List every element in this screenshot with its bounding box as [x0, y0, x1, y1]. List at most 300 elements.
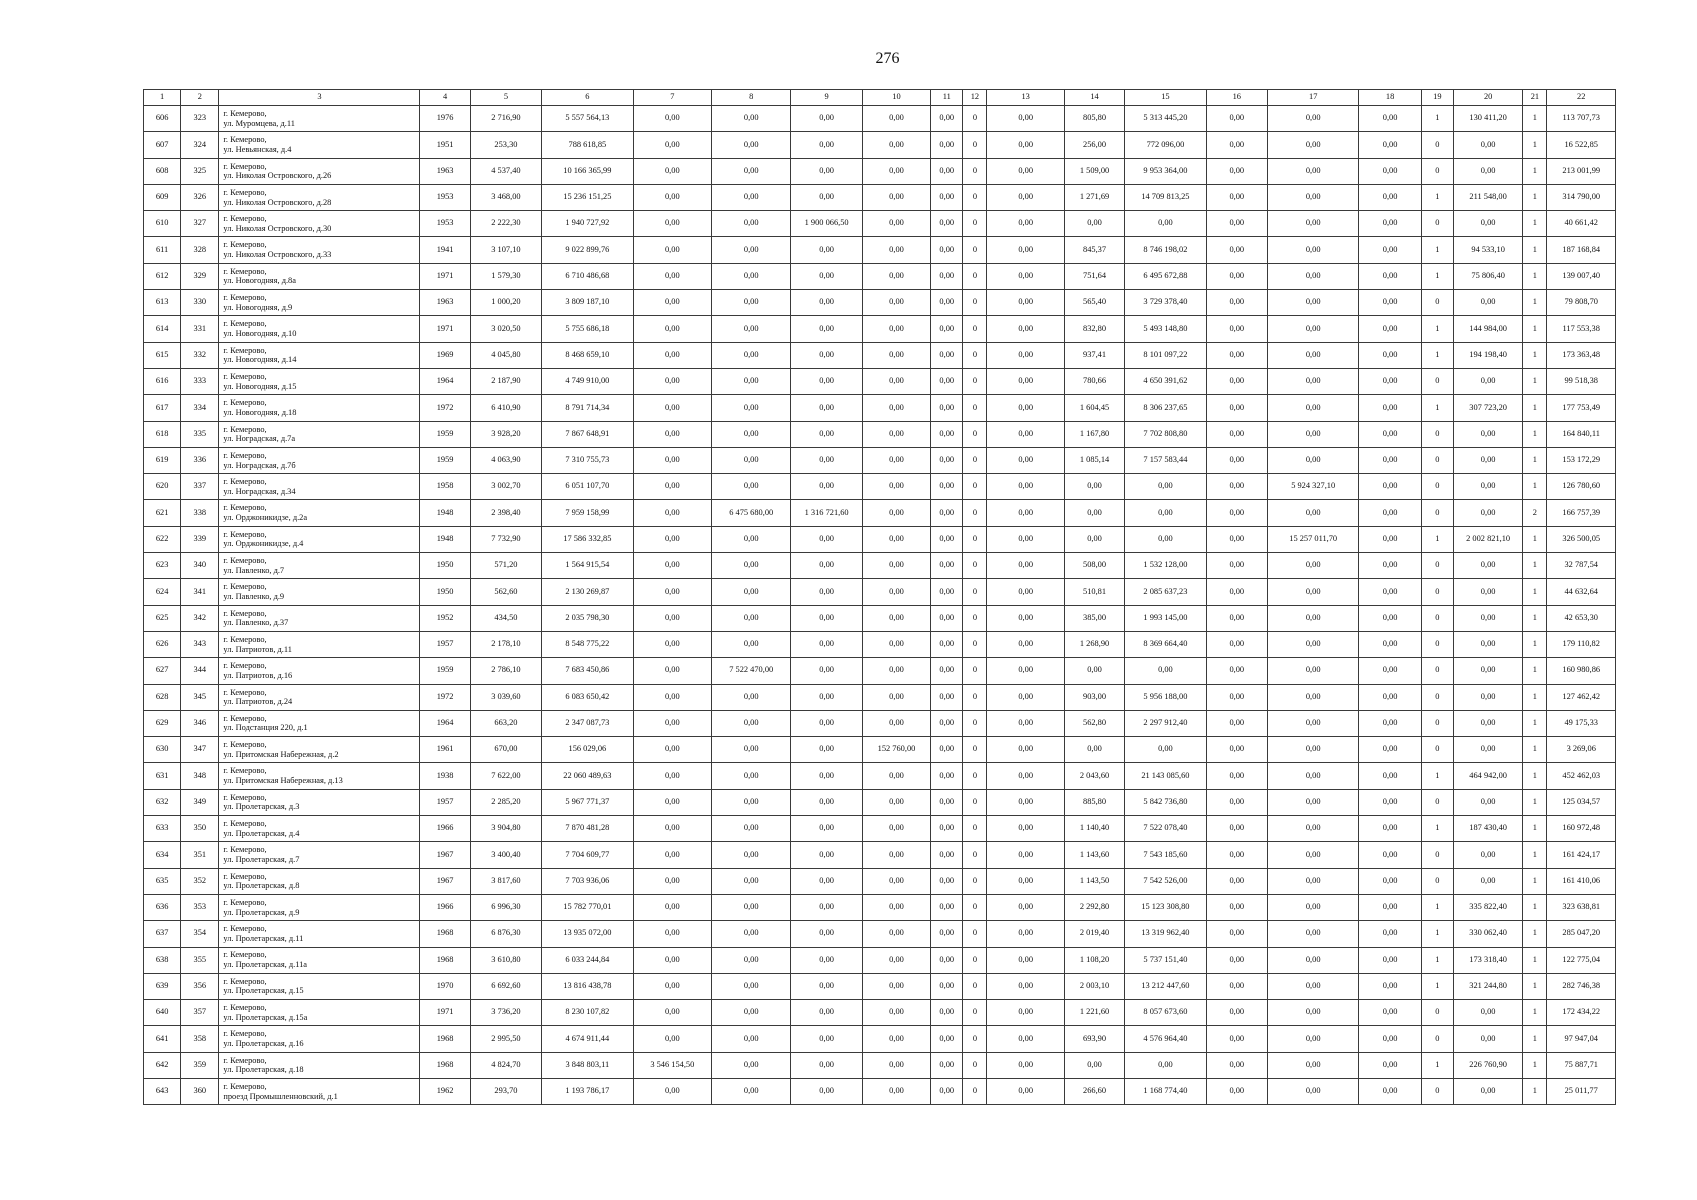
- cell-col-15: 6 495 672,88: [1125, 263, 1206, 289]
- cell-col-22: 40 661,42: [1547, 211, 1616, 237]
- cell-col-9: 0,00: [791, 658, 862, 684]
- cell-col-21: 1: [1523, 605, 1547, 631]
- cell-col-20: 330 062,40: [1453, 921, 1522, 947]
- cell-col-20: 0,00: [1453, 474, 1522, 500]
- cell-col-12: 0: [963, 316, 987, 342]
- cell-col-21: 1: [1523, 526, 1547, 552]
- cell-col-2: 344: [181, 658, 219, 684]
- cell-col-9: 0,00: [791, 842, 862, 868]
- cell-col-20: 0,00: [1453, 290, 1522, 316]
- cell-col-7: 0,00: [633, 842, 711, 868]
- cell-col-1: 639: [144, 973, 181, 999]
- cell-col-13: 0,00: [987, 500, 1064, 526]
- cell-col-11: 0,00: [931, 553, 963, 579]
- cell-col-11: 0,00: [931, 921, 963, 947]
- cell-col-5: 434,50: [470, 605, 541, 631]
- cell-col-21: 1: [1523, 106, 1547, 132]
- cell-col-22: 452 462,03: [1547, 763, 1616, 789]
- cell-col-1: 610: [144, 211, 181, 237]
- cell-col-15: 772 096,00: [1125, 132, 1206, 158]
- cell-col-10: 0,00: [862, 1052, 930, 1078]
- cell-col-1: 622: [144, 526, 181, 552]
- cell-col-13: 0,00: [987, 1000, 1064, 1026]
- cell-col-13: 0,00: [987, 921, 1064, 947]
- cell-col-11: 0,00: [931, 1052, 963, 1078]
- cell-col-10: 0,00: [862, 263, 930, 289]
- cell-col-6: 8 468 659,10: [542, 342, 633, 368]
- cell-col-17: 0,00: [1267, 658, 1358, 684]
- address-city: г. Кемерово,: [223, 556, 267, 566]
- column-header-9: 9: [791, 90, 862, 106]
- cell-col-13: 0,00: [987, 658, 1064, 684]
- cell-col-6: 5 967 771,37: [542, 789, 633, 815]
- cell-col-9: 0,00: [791, 526, 862, 552]
- cell-col-22: 75 887,71: [1547, 1052, 1616, 1078]
- cell-col-6: 13 935 072,00: [542, 921, 633, 947]
- address-street: ул. Патриотов, д.11: [223, 644, 292, 654]
- cell-col-14: 0,00: [1064, 474, 1124, 500]
- address-city: г. Кемерово,: [223, 608, 267, 618]
- address-cell: [219, 184, 420, 210]
- cell-col-1: 637: [144, 921, 181, 947]
- cell-col-17: 0,00: [1267, 158, 1358, 184]
- cell-col-21: 1: [1523, 290, 1547, 316]
- cell-col-12: 0: [963, 1000, 987, 1026]
- address-street: ул. Павленко, д.9: [223, 591, 285, 601]
- cell-col-6: 22 060 489,63: [542, 763, 633, 789]
- cell-col-2: 338: [181, 500, 219, 526]
- cell-col-13: 0,00: [987, 368, 1064, 394]
- cell-col-15: 8 057 673,60: [1125, 1000, 1206, 1026]
- table-row: [144, 921, 1616, 947]
- cell-col-15: 5 842 736,80: [1125, 789, 1206, 815]
- address-street: ул. Новогодняя, д.18: [223, 407, 297, 417]
- cell-col-14: 1 221,60: [1064, 1000, 1124, 1026]
- cell-col-2: 355: [181, 947, 219, 973]
- address-cell: [219, 579, 420, 605]
- address-city: г. Кемерово,: [223, 1055, 267, 1065]
- address-cell: [219, 737, 420, 763]
- cell-col-21: 1: [1523, 710, 1547, 736]
- column-header-11: 11: [931, 90, 963, 106]
- cell-col-17: 0,00: [1267, 421, 1358, 447]
- cell-col-16: 0,00: [1206, 658, 1267, 684]
- cell-col-2: 324: [181, 132, 219, 158]
- cell-col-8: 0,00: [712, 921, 791, 947]
- cell-col-5: 2 178,10: [470, 631, 541, 657]
- cell-col-12: 0: [963, 211, 987, 237]
- cell-col-5: 3 736,20: [470, 1000, 541, 1026]
- cell-col-17: 0,00: [1267, 605, 1358, 631]
- cell-col-17: 0,00: [1267, 842, 1358, 868]
- cell-col-14: 1 271,69: [1064, 184, 1124, 210]
- address-cell: [219, 1078, 420, 1104]
- cell-col-5: 2 786,10: [470, 658, 541, 684]
- table-row: [144, 474, 1616, 500]
- cell-col-5: 3 400,40: [470, 842, 541, 868]
- cell-col-18: 0,00: [1359, 1026, 1421, 1052]
- cell-col-12: 0: [963, 605, 987, 631]
- cell-col-15: 0,00: [1125, 474, 1206, 500]
- address-city: г. Кемерово,: [223, 108, 267, 118]
- cell-col-5: 663,20: [470, 710, 541, 736]
- cell-col-8: 0,00: [712, 553, 791, 579]
- cell-col-19: 0: [1421, 605, 1453, 631]
- cell-col-16: 0,00: [1206, 237, 1267, 263]
- table-row: [144, 816, 1616, 842]
- cell-col-11: 0,00: [931, 526, 963, 552]
- cell-col-12: 0: [963, 290, 987, 316]
- cell-col-9: 0,00: [791, 368, 862, 394]
- cell-col-12: 0: [963, 1026, 987, 1052]
- cell-col-2: 347: [181, 737, 219, 763]
- cell-col-18: 0,00: [1359, 710, 1421, 736]
- cell-col-18: 0,00: [1359, 395, 1421, 421]
- cell-col-20: 0,00: [1453, 737, 1522, 763]
- cell-col-19: 0: [1421, 1078, 1453, 1104]
- cell-col-16: 0,00: [1206, 921, 1267, 947]
- cell-col-12: 0: [963, 710, 987, 736]
- cell-col-22: 285 047,20: [1547, 921, 1616, 947]
- address-street: ул. Орджоникидзе, д.2а: [223, 513, 308, 523]
- cell-col-16: 0,00: [1206, 500, 1267, 526]
- cell-col-9: 0,00: [791, 605, 862, 631]
- cell-col-12: 0: [963, 789, 987, 815]
- cell-col-2: 351: [181, 842, 219, 868]
- cell-col-8: 0,00: [712, 263, 791, 289]
- cell-col-21: 1: [1523, 684, 1547, 710]
- address-city: г. Кемерово,: [223, 792, 267, 802]
- table-row: [144, 421, 1616, 447]
- table-row: [144, 184, 1616, 210]
- cell-col-8: 0,00: [712, 816, 791, 842]
- cell-col-19: 0: [1421, 553, 1453, 579]
- cell-col-21: 1: [1523, 447, 1547, 473]
- cell-col-19: 0: [1421, 684, 1453, 710]
- cell-col-20: 0,00: [1453, 368, 1522, 394]
- cell-col-17: 0,00: [1267, 447, 1358, 473]
- address-cell: [219, 921, 420, 947]
- cell-col-15: 0,00: [1125, 737, 1206, 763]
- address-cell: [219, 290, 420, 316]
- cell-col-13: 0,00: [987, 395, 1064, 421]
- address-cell: [219, 1026, 420, 1052]
- cell-col-4: 1961: [420, 737, 470, 763]
- cell-col-20: 464 942,00: [1453, 763, 1522, 789]
- cell-col-9: 0,00: [791, 789, 862, 815]
- cell-col-7: 0,00: [633, 684, 711, 710]
- cell-col-9: 0,00: [791, 763, 862, 789]
- cell-col-1: 631: [144, 763, 181, 789]
- address-city: г. Кемерово,: [223, 634, 267, 644]
- cell-col-10: 0,00: [862, 816, 930, 842]
- cell-col-6: 7 683 450,86: [542, 658, 633, 684]
- column-header-15: 15: [1125, 90, 1206, 106]
- cell-col-12: 0: [963, 132, 987, 158]
- cell-col-22: 3 269,06: [1547, 737, 1616, 763]
- cell-col-12: 0: [963, 526, 987, 552]
- address-street: ул. Пролетарская, д.7: [223, 854, 300, 864]
- cell-col-11: 0,00: [931, 316, 963, 342]
- cell-col-4: 1968: [420, 1026, 470, 1052]
- cell-col-8: 0,00: [712, 421, 791, 447]
- address-cell: [219, 1052, 420, 1078]
- address-city: г. Кемерово,: [223, 293, 267, 303]
- cell-col-22: 127 462,42: [1547, 684, 1616, 710]
- cell-col-20: 75 806,40: [1453, 263, 1522, 289]
- cell-col-14: 937,41: [1064, 342, 1124, 368]
- address-cell: [219, 263, 420, 289]
- cell-col-10: 152 760,00: [862, 737, 930, 763]
- cell-col-4: 1966: [420, 894, 470, 920]
- cell-col-18: 0,00: [1359, 184, 1421, 210]
- cell-col-15: 5 493 148,80: [1125, 316, 1206, 342]
- cell-col-8: 0,00: [712, 947, 791, 973]
- cell-col-1: 619: [144, 447, 181, 473]
- cell-col-22: 172 434,22: [1547, 1000, 1616, 1026]
- cell-col-15: 5 313 445,20: [1125, 106, 1206, 132]
- cell-col-10: 0,00: [862, 395, 930, 421]
- cell-col-14: 751,64: [1064, 263, 1124, 289]
- cell-col-12: 0: [963, 553, 987, 579]
- cell-col-9: 0,00: [791, 342, 862, 368]
- column-header-12: 12: [963, 90, 987, 106]
- register-table: [143, 89, 1616, 1105]
- cell-col-22: 164 840,11: [1547, 421, 1616, 447]
- cell-col-18: 0,00: [1359, 211, 1421, 237]
- cell-col-4: 1964: [420, 710, 470, 736]
- cell-col-15: 7 522 078,40: [1125, 816, 1206, 842]
- cell-col-20: 321 244,80: [1453, 973, 1522, 999]
- cell-col-11: 0,00: [931, 290, 963, 316]
- cell-col-19: 0: [1421, 158, 1453, 184]
- address-cell: [219, 710, 420, 736]
- cell-col-5: 253,30: [470, 132, 541, 158]
- cell-col-14: 2 043,60: [1064, 763, 1124, 789]
- cell-col-13: 0,00: [987, 842, 1064, 868]
- address-city: г. Кемерово,: [223, 214, 267, 224]
- cell-col-10: 0,00: [862, 658, 930, 684]
- table-header: [144, 90, 1616, 106]
- cell-col-20: 144 984,00: [1453, 316, 1522, 342]
- address-street: ул. Пролетарская, д.3: [223, 802, 300, 812]
- cell-col-20: 0,00: [1453, 789, 1522, 815]
- cell-col-14: 1 140,40: [1064, 816, 1124, 842]
- address-street: ул. Пролетарская, д.4: [223, 828, 300, 838]
- cell-col-10: 0,00: [862, 579, 930, 605]
- address-city: г. Кемерово,: [223, 897, 267, 907]
- cell-col-20: 0,00: [1453, 579, 1522, 605]
- cell-col-1: 632: [144, 789, 181, 815]
- cell-col-15: 0,00: [1125, 1052, 1206, 1078]
- cell-col-4: 1963: [420, 290, 470, 316]
- cell-col-18: 0,00: [1359, 132, 1421, 158]
- cell-col-14: 0,00: [1064, 1052, 1124, 1078]
- cell-col-17: 0,00: [1267, 579, 1358, 605]
- cell-col-8: 0,00: [712, 579, 791, 605]
- cell-col-7: 0,00: [633, 631, 711, 657]
- cell-col-14: 0,00: [1064, 658, 1124, 684]
- cell-col-1: 634: [144, 842, 181, 868]
- cell-col-7: 0,00: [633, 579, 711, 605]
- cell-col-2: 350: [181, 816, 219, 842]
- cell-col-10: 0,00: [862, 763, 930, 789]
- cell-col-10: 0,00: [862, 894, 930, 920]
- cell-col-14: 1 143,60: [1064, 842, 1124, 868]
- cell-col-5: 7 622,00: [470, 763, 541, 789]
- cell-col-7: 0,00: [633, 868, 711, 894]
- cell-col-1: 609: [144, 184, 181, 210]
- cell-col-16: 0,00: [1206, 789, 1267, 815]
- cell-col-21: 1: [1523, 395, 1547, 421]
- cell-col-20: 0,00: [1453, 132, 1522, 158]
- cell-col-15: 1 993 145,00: [1125, 605, 1206, 631]
- cell-col-17: 0,00: [1267, 368, 1358, 394]
- cell-col-4: 1952: [420, 605, 470, 631]
- cell-col-21: 1: [1523, 368, 1547, 394]
- cell-col-6: 7 703 936,06: [542, 868, 633, 894]
- table-row: [144, 1026, 1616, 1052]
- cell-col-17: 0,00: [1267, 342, 1358, 368]
- cell-col-11: 0,00: [931, 237, 963, 263]
- cell-col-22: 179 110,82: [1547, 631, 1616, 657]
- cell-col-22: 166 757,39: [1547, 500, 1616, 526]
- cell-col-8: 0,00: [712, 447, 791, 473]
- cell-col-7: 0,00: [633, 184, 711, 210]
- cell-col-4: 1976: [420, 106, 470, 132]
- cell-col-4: 1963: [420, 158, 470, 184]
- cell-col-4: 1958: [420, 474, 470, 500]
- cell-col-11: 0,00: [931, 447, 963, 473]
- cell-col-13: 0,00: [987, 263, 1064, 289]
- cell-col-21: 1: [1523, 237, 1547, 263]
- cell-col-22: 160 972,48: [1547, 816, 1616, 842]
- cell-col-11: 0,00: [931, 842, 963, 868]
- cell-col-11: 0,00: [931, 579, 963, 605]
- cell-col-10: 0,00: [862, 684, 930, 710]
- cell-col-2: 342: [181, 605, 219, 631]
- cell-col-22: 25 011,77: [1547, 1078, 1616, 1104]
- address-cell: [219, 631, 420, 657]
- address-cell: [219, 842, 420, 868]
- cell-col-4: 1967: [420, 842, 470, 868]
- cell-col-7: 0,00: [633, 894, 711, 920]
- cell-col-19: 1: [1421, 1052, 1453, 1078]
- cell-col-18: 0,00: [1359, 947, 1421, 973]
- cell-col-13: 0,00: [987, 947, 1064, 973]
- address-street: ул. Пролетарская, д.15: [223, 986, 304, 996]
- cell-col-11: 0,00: [931, 816, 963, 842]
- address-city: г. Кемерово,: [223, 976, 267, 986]
- cell-col-2: 332: [181, 342, 219, 368]
- column-header-1: 1: [144, 90, 181, 106]
- cell-col-17: 0,00: [1267, 763, 1358, 789]
- cell-col-11: 0,00: [931, 737, 963, 763]
- table-row: [144, 684, 1616, 710]
- address-city: г. Кемерово,: [223, 924, 267, 934]
- cell-col-11: 0,00: [931, 342, 963, 368]
- cell-col-13: 0,00: [987, 342, 1064, 368]
- cell-col-1: 611: [144, 237, 181, 263]
- cell-col-10: 0,00: [862, 158, 930, 184]
- cell-col-13: 0,00: [987, 1026, 1064, 1052]
- cell-col-6: 4 749 910,00: [542, 368, 633, 394]
- cell-col-8: 0,00: [712, 763, 791, 789]
- cell-col-19: 1: [1421, 237, 1453, 263]
- cell-col-20: 0,00: [1453, 658, 1522, 684]
- cell-col-8: 0,00: [712, 132, 791, 158]
- address-cell: [219, 500, 420, 526]
- cell-col-17: 0,00: [1267, 921, 1358, 947]
- cell-col-6: 6 083 650,42: [542, 684, 633, 710]
- cell-col-19: 0: [1421, 789, 1453, 815]
- cell-col-22: 79 808,70: [1547, 290, 1616, 316]
- cell-col-1: 627: [144, 658, 181, 684]
- cell-col-21: 1: [1523, 474, 1547, 500]
- table-row: [144, 737, 1616, 763]
- cell-col-13: 0,00: [987, 973, 1064, 999]
- cell-col-9: 0,00: [791, 631, 862, 657]
- table-row: [144, 973, 1616, 999]
- cell-col-9: 0,00: [791, 947, 862, 973]
- cell-col-12: 0: [963, 894, 987, 920]
- cell-col-13: 0,00: [987, 710, 1064, 736]
- cell-col-9: 0,00: [791, 553, 862, 579]
- cell-col-12: 0: [963, 474, 987, 500]
- cell-col-6: 2 347 087,73: [542, 710, 633, 736]
- cell-col-2: 337: [181, 474, 219, 500]
- cell-col-18: 0,00: [1359, 579, 1421, 605]
- cell-col-4: 1969: [420, 342, 470, 368]
- cell-col-19: 1: [1421, 263, 1453, 289]
- cell-col-20: 0,00: [1453, 1078, 1522, 1104]
- cell-col-5: 3 039,60: [470, 684, 541, 710]
- cell-col-1: 616: [144, 368, 181, 394]
- column-header-5: 5: [470, 90, 541, 106]
- cell-col-8: 0,00: [712, 342, 791, 368]
- cell-col-9: 0,00: [791, 395, 862, 421]
- address-cell: [219, 237, 420, 263]
- cell-col-8: 0,00: [712, 631, 791, 657]
- cell-col-22: 97 947,04: [1547, 1026, 1616, 1052]
- address-cell: [219, 947, 420, 973]
- cell-col-21: 1: [1523, 1078, 1547, 1104]
- cell-col-10: 0,00: [862, 789, 930, 815]
- cell-col-19: 0: [1421, 1000, 1453, 1026]
- cell-col-5: 7 732,90: [470, 526, 541, 552]
- cell-col-4: 1948: [420, 526, 470, 552]
- cell-col-22: 282 746,38: [1547, 973, 1616, 999]
- cell-col-22: 177 753,49: [1547, 395, 1616, 421]
- cell-col-7: 0,00: [633, 368, 711, 394]
- cell-col-4: 1964: [420, 368, 470, 394]
- cell-col-17: 0,00: [1267, 237, 1358, 263]
- cell-col-19: 0: [1421, 447, 1453, 473]
- cell-col-16: 0,00: [1206, 1026, 1267, 1052]
- cell-col-7: 0,00: [633, 605, 711, 631]
- cell-col-14: 1 509,00: [1064, 158, 1124, 184]
- cell-col-5: 1 000,20: [470, 290, 541, 316]
- cell-col-2: 346: [181, 710, 219, 736]
- cell-col-4: 1962: [420, 1078, 470, 1104]
- cell-col-9: 0,00: [791, 1000, 862, 1026]
- cell-col-21: 1: [1523, 132, 1547, 158]
- cell-col-16: 0,00: [1206, 553, 1267, 579]
- address-city: г. Кемерово,: [223, 319, 267, 329]
- cell-col-15: 8 306 237,65: [1125, 395, 1206, 421]
- cell-col-15: 8 746 198,02: [1125, 237, 1206, 263]
- cell-col-22: 160 980,86: [1547, 658, 1616, 684]
